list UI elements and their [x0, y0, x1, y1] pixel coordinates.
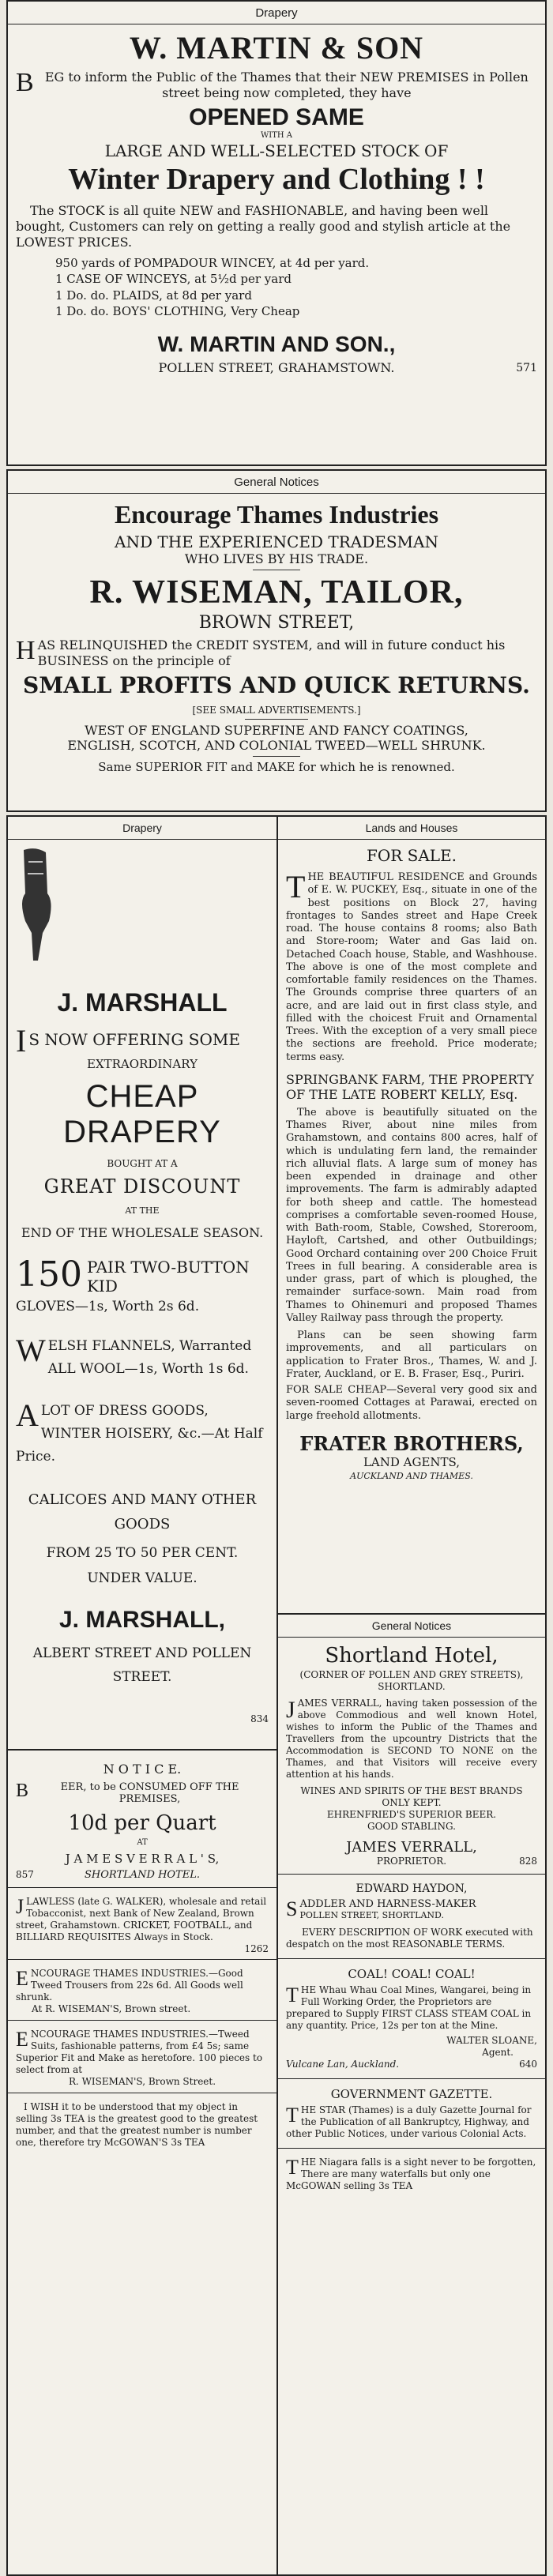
- shortland-corner: (CORNER OF POLLEN AND GREY STREETS), SHORTLAND.: [299, 1669, 524, 1692]
- coal-agent: Agent.: [482, 2047, 514, 2058]
- notice-name: J A M E S V E R R A L ' S,: [65, 1852, 220, 1866]
- haydon-name: EDWARD HAYDON,: [356, 1882, 468, 1895]
- martin-line: 950 yards of POMPADOUR WINCEY, at 4d per yard.: [55, 256, 370, 270]
- gazette-advert: [278, 2079, 545, 2149]
- lands-residence: HE BEAUTIFUL RESIDENCE and Grounds of E. W. PUCKEY, Esq., situate in one of the best positions on Block 27, having frontages to Sandes street and Hape Creek road. The house contains 8 rooms; also Bath and Store-room; Water and Gas laid on. Detached Coach house, Stable, and Washhouse. The above is one of the most complete and comfortable family residences on the Thames. The Grounds comprise three quarters of an acre, and are laid out in first class style, and filled with the choicest Fruit and Ornamental Trees. With the exception of a very small piece the sections are freehold. Price moderate; terms easy.: [286, 871, 537, 1063]
- tweed-trousers-advert: [8, 1960, 276, 2021]
- martin-line: 1 CASE OF WINCEYS, at 5½d per yard: [55, 272, 292, 287]
- notice-hotel: SHORTLAND HOTEL.: [84, 1869, 200, 1881]
- two-column-area: [6, 815, 547, 2576]
- shortland-text: AMES VERRALL, having taken possession of the above Commodious and well known Hotel, wishes to inform the Public of the Thames and Travellers from the upcountry Districts that the Accommodation is SECOND TO NONE on the Thames, and that Visitors will receive every attention at his hands.: [286, 1698, 537, 1780]
- lands-for-sale: FOR SALE.: [366, 846, 457, 865]
- drop-cap-e2: E: [16, 2028, 28, 2051]
- lands-agents: LAND AGENTS,: [363, 1454, 461, 1469]
- marshall-name: J. MARSHALL: [57, 988, 228, 1017]
- notice-ad-number: 857: [16, 1869, 34, 1880]
- notice-text: EER, to be CONSUMED OFF THE PREMISES,: [60, 1781, 239, 1805]
- drop-cap-a: A: [16, 1397, 39, 1433]
- wiseman-tradesman: AND THE EXPERIENCED TRADESMAN: [115, 532, 438, 551]
- wiseman-advert: [6, 469, 547, 812]
- right-column: [278, 817, 545, 2574]
- tweed1-text: NCOURAGE THAMES INDUSTRIES.—Good Tweed Trousers from 22s 6d. All Goods well shrunk.: [16, 1968, 243, 2003]
- notice-price: 10d per Quart: [68, 1811, 216, 1835]
- drop-cap-b2: B: [16, 1781, 29, 1801]
- marshall-discount: GREAT DISCOUNT: [43, 1175, 241, 1198]
- wiseman-name: R. WISEMAN, TAILOR,: [89, 574, 464, 611]
- drop-cap-t2: T: [286, 1984, 299, 2006]
- drop-cap-j2: J: [286, 1697, 295, 1723]
- newspaper-page: [6, 0, 547, 2574]
- drop-cap-j: J: [16, 1895, 24, 1918]
- lands-farm: The above is beautifully situated on the Thames River, about nine miles from Grahamstown, and contains 800 acres, half of which is undulating fern land, the remainder rich alluvial flats. A large sum of money has been expended in drainage and other improvements. The farm is admirably adapted for both sheep and cattle. The homestead comprises a comfortable seven-roomed House, with Bath-room, Stable, Cowshed, Storeroom, Hayloft, Cartshed, and other Outbuildings; Good Orchard containing over 200 Choice Fruit Trees in full bearing. A considerable area is under grass, part of which is ploughed, the remainder surface-sown. Main road from Thames to Ohinemuri and proposed Thames Valley Railway pass through the property.: [286, 1106, 537, 1324]
- wiseman-encourage: Encourage Thames Industries: [114, 500, 439, 528]
- shortland-beer: EHRENFRIED'S SUPERIOR BEER.: [326, 1809, 497, 1820]
- section-header-general-notices: General Notices: [8, 471, 545, 494]
- marshall-welsh: ELSH FLANNELS, Warranted ALL WOOL—1s, Worth 1s 6d.: [47, 1338, 252, 1377]
- wiseman-see-small: [SEE SMALL ADVERTISEMENTS.]: [192, 705, 361, 716]
- coal-place: Vulcane Lan, Auckland.: [286, 2059, 400, 2070]
- coal-head: COAL! COAL! COAL!: [348, 1967, 476, 1981]
- wiseman-returns: SMALL PROFITS AND QUICK RETURNS.: [23, 672, 530, 698]
- shortland-ad-number: 828: [519, 1856, 537, 1867]
- wiseman-lives: WHO LIVES BY HIS TRADE.: [184, 551, 369, 566]
- lawless-advert: [8, 1888, 276, 1960]
- shortland-wines: WINES AND SPIRITS OF THE BEST BRANDS ONLY KEPT.: [300, 1785, 523, 1808]
- marshall-offering: S NOW OFFERING SOME: [28, 1030, 240, 1049]
- martin-ad-number: 571: [516, 362, 537, 374]
- marshall-address: ALBERT STREET AND POLLEN STREET.: [32, 1645, 252, 1686]
- marshall-under-value: UNDER VALUE.: [87, 1570, 198, 1586]
- marshall-bought: BOUGHT AT A: [107, 1158, 178, 1169]
- martin-line: 1 Do. do. BOYS' CLOTHING, Very Cheap: [55, 303, 300, 318]
- martin-price-lines: [16, 255, 537, 319]
- marshall-at-the: AT THE: [125, 1205, 160, 1216]
- marshall-end-season: END OF THE WHOLESALE SEASON.: [21, 1225, 264, 1240]
- tweed2-at: R. WISEMAN'S, Brown Street.: [68, 2076, 216, 2087]
- shortland-stabling: GOOD STABLING.: [367, 1821, 456, 1832]
- coal-advert: [278, 1959, 545, 2079]
- haydon-address: POLLEN STREET, SHORTLAND.: [299, 1910, 444, 1920]
- wiseman-west: WEST OF ENGLAND SUPERFINE AND FANCY COATINGS,: [85, 723, 468, 738]
- drop-cap-i: I: [16, 1023, 27, 1059]
- martin-with-a: WITH A: [260, 131, 293, 140]
- marshall-dress: LOT OF DRESS GOODS, WINTER HOISERY, &c.—At Half Price.: [16, 1402, 263, 1465]
- lands-advert: [278, 817, 545, 1615]
- coal-text: HE Whau Whau Coal Mines, Wangarei, being in Full Working Order, the Proprietors are prepared to Supply FIRST CLASS STEAM COAL in any quantity. Price, 12s per ton at the Mine.: [286, 1984, 532, 2031]
- marshall-extraordinary: EXTRAORDINARY: [87, 1057, 198, 1071]
- notice-head: N O T I C E.: [103, 1762, 182, 1777]
- mcgowan-text: I WISH it to be understood that my object in selling 3s TEA is the greatest good to the greatest number, and that the greatest number is number one, therefore try McGOWAN'S 3s TEA: [16, 2101, 258, 2148]
- drop-cap-t: T: [286, 869, 306, 904]
- coal-ad-number: 640: [519, 2059, 537, 2070]
- martin-intro: EG to inform the Public of the Thames that their NEW PREMISES in Pollen street being now completed, they have: [44, 70, 529, 100]
- martin-winter: Winter Drapery and Clothing ! !: [68, 163, 485, 196]
- lawless-ad-number: 1262: [244, 1943, 269, 1954]
- marshall-gloves-b: GLOVES—1s, Worth 2s 6d.: [16, 1299, 200, 1314]
- mcgowan-advert: [8, 2093, 276, 2153]
- gazette-head: GOVERNMENT GAZETTE.: [330, 2087, 493, 2101]
- haydon-text: EVERY DESCRIPTION OF WORK executed with despatch on the most REASONABLE TERMS.: [286, 1927, 533, 1950]
- martin-large-stock: LARGE AND WELL-SELECTED STOCK OF: [104, 141, 449, 160]
- section-header-lands: Lands and Houses: [278, 817, 545, 840]
- shortland-advert: [278, 1615, 545, 1875]
- martin-stock-text: The STOCK is all quite NEW and FASHIONABLE, and having been well bought, Customers can rely on getting a really good and stylish article at the LOWEST PRICES.: [16, 203, 511, 250]
- marshall-calicoes: CALICOES AND MANY OTHER GOODS: [28, 1491, 257, 1533]
- marshall-ad-number: 834: [250, 1713, 269, 1724]
- shortland-name: Shortland Hotel,: [325, 1644, 498, 1668]
- wiseman-street: BROWN STREET,: [198, 613, 355, 633]
- drop-cap-t4: T: [286, 2156, 299, 2179]
- marshall-percent: FROM 25 TO 50 PER CENT.: [46, 1544, 239, 1561]
- lands-plans: Plans can be seen showing farm improvements, and all particulars on application to Frater Bros., Thames, W. and J. Frater, Auckland, or E. B. Fraser, Esq., Puriri.: [286, 1329, 537, 1380]
- lands-springbank: SPRINGBANK FARM, THE PROPERTY OF THE LATE ROBERT KELLY, Esq.: [286, 1071, 534, 1102]
- tweed2-text: NCOURAGE THAMES INDUSTRIES.—Tweed Suits, fashionable patterns, from £4 5s; same Superior Fit and Make as heretofore. 100 pieces to select from at: [16, 2029, 263, 2075]
- marshall-advert: [8, 817, 276, 1751]
- martin-opened: OPENED SAME: [189, 104, 364, 130]
- haydon-advert: [278, 1875, 545, 1959]
- lands-where: AUCKLAND AND THAMES.: [350, 1470, 473, 1481]
- niagara-text: HE Niagara falls is a sight never to be forgotten, There are many waterfalls but only one McGOWAN selling 3s TEA: [286, 2157, 536, 2191]
- marshall-cheap-drapery: CHEAP DRAPERY: [63, 1079, 221, 1149]
- divider: [245, 719, 308, 720]
- gloves-count: 150: [16, 1254, 82, 1295]
- tweed-suits-advert: [8, 2021, 276, 2093]
- shortland-sign: JAMES VERRALL,: [346, 1839, 477, 1856]
- martin-firm-name: W. MARTIN & SON: [129, 30, 424, 66]
- tweed1-at: At R. WISEMAN'S, Brown street.: [32, 2003, 191, 2014]
- coal-sign: WALTER SLOANE,: [446, 2035, 537, 2046]
- drop-cap-h: H: [16, 636, 36, 665]
- section-header-drapery: Drapery: [8, 2, 545, 24]
- marshall-gloves-a: PAIR TWO-BUTTON KID: [86, 1258, 250, 1296]
- section-header-general-notices-right: General Notices: [278, 1615, 545, 1638]
- haydon-trade: ADDLER AND HARNESS-MAKER: [299, 1898, 476, 1910]
- wiseman-text: AS RELINQUISHED the CREDIT SYSTEM, and will in future conduct his BUSINESS on the principle of: [37, 637, 506, 668]
- marshall-sign: J. MARSHALL,: [59, 1606, 225, 1633]
- drop-cap-w: W: [16, 1333, 46, 1368]
- shortland-prop: PROPRIETOR.: [376, 1856, 447, 1867]
- pointing-hand-icon: [8, 846, 63, 965]
- martin-line: 1 Do. do. PLAIDS, at 8d per yard: [55, 288, 252, 303]
- left-column: [8, 817, 278, 2574]
- divider: [253, 756, 300, 757]
- lands-cheap: FOR SALE CHEAP—Several very good six and seven-roomed Cottages at Parawai, erected on large freehold allotments.: [286, 1384, 537, 1422]
- drop-cap-e: E: [16, 1967, 28, 1990]
- lands-frater: FRATER BROTHERS,: [299, 1431, 524, 1455]
- niagara-advert: [278, 2149, 545, 2200]
- lawless-text: LAWLESS (late G. WALKER), wholesale and retail Tobacconist, next Bank of New Zealand, Brown street, Grahamstown. CRICKET, FOOTBALL, and BILLIARD REQUISITES Always in Stock.: [16, 1896, 267, 1942]
- wiseman-english: ENGLISH, SCOTCH, AND COLONIAL TWEED—WELL SHRUNK.: [67, 738, 486, 753]
- martin-sign-name: W. MARTIN AND SON.,: [157, 332, 396, 356]
- gazette-text: HE STAR (Thames) is a duly Gazette Journal for the Publication of all Bankruptcy, Highway, and other Public Notices, under various Colonial Acts.: [286, 2104, 532, 2139]
- notice-at: AT: [137, 1838, 148, 1847]
- martin-advert: [6, 0, 547, 466]
- martin-sign-address: POLLEN STREET, GRAHAMSTOWN.: [158, 360, 395, 375]
- drop-cap-t3: T: [286, 2104, 299, 2127]
- wiseman-fit: Same SUPERIOR FIT and MAKE for which he is renowned.: [98, 760, 455, 774]
- drop-cap-b: B: [16, 68, 34, 97]
- section-header-drapery-left: Drapery: [8, 817, 276, 840]
- notice-advert: [8, 1751, 276, 1888]
- drop-cap-s: S: [286, 1897, 298, 1920]
